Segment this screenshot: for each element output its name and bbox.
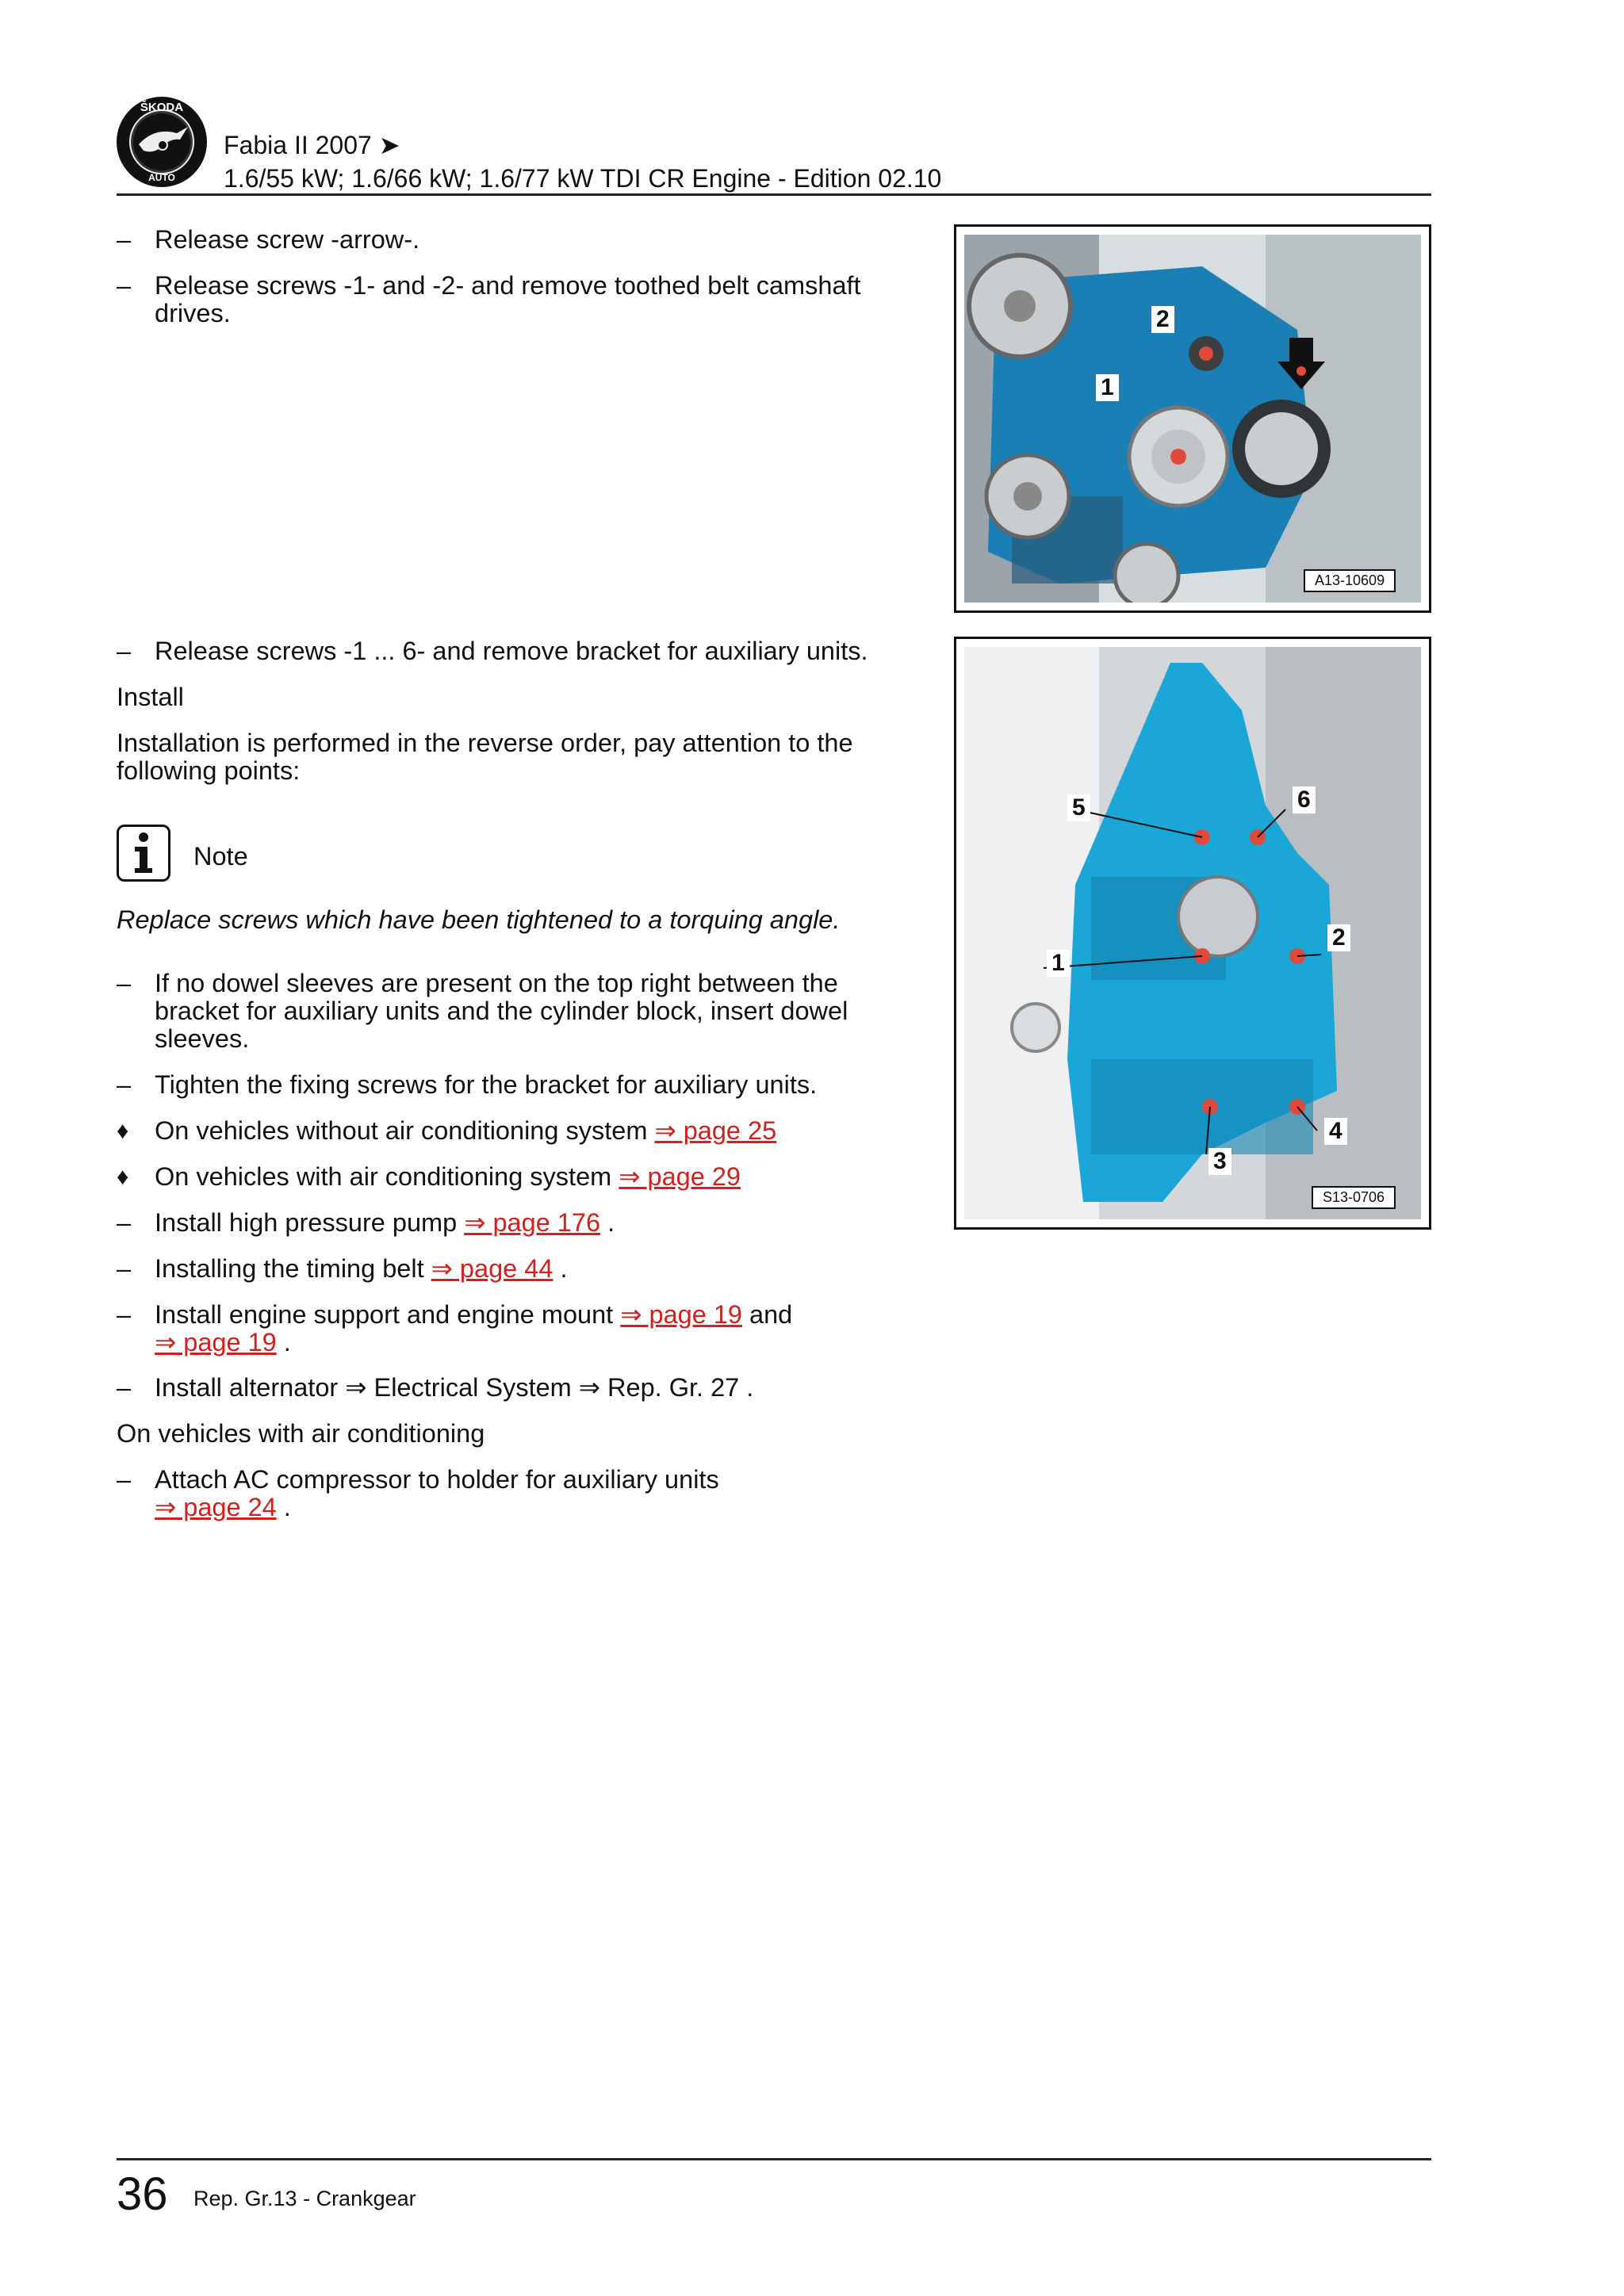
link-page-176[interactable]: ⇒ page 176 (464, 1208, 601, 1237)
link-page-24[interactable]: ⇒ page 24 (155, 1493, 277, 1521)
link-page-19[interactable]: ⇒ page 19 (620, 1300, 742, 1329)
callout-4: 4 (1324, 1118, 1347, 1145)
page-number: 36 (117, 2168, 168, 2220)
document-subtitle: 1.6/55 kW; 1.6/66 kW; 1.6/77 kW TDI CR Engine - Edition 02.10 (224, 164, 942, 193)
link-page-29[interactable]: ⇒ page 29 (619, 1162, 741, 1191)
install-heading: Install (117, 683, 184, 711)
figure-code: S13-0706 (1312, 1186, 1396, 1209)
note-label: Note (193, 842, 248, 871)
figure-code: A13-10609 (1304, 569, 1396, 592)
step-release-screws-1-2: – Release screws -1- and -2- and remove toothed belt camshaft drives. (117, 271, 861, 327)
step-timing-belt: – Installing the timing belt ⇒ page 44 . (117, 1254, 568, 1283)
engine-illustration-2 (964, 647, 1421, 1219)
svg-text:ŠKODA: ŠKODA (140, 101, 184, 114)
step-high-pressure-pump: – Install high pressure pump ⇒ page 176 . (117, 1208, 615, 1237)
step-release-screws-1-6: – Release screws -1 ... 6- and remove bracket for auxiliary units. (117, 637, 868, 665)
step-tighten-fixing-screws: – Tighten the fixing screws for the bracket for auxiliary units. (117, 1070, 818, 1099)
engine-illustration-1 (964, 235, 1421, 603)
step-dowel-sleeves: – If no dowel sleeves are present on the top right between the bracket for auxiliary units and the cylinder block, insert dowel sleeves. (117, 969, 848, 1053)
step-release-screw-arrow: – Release screw -arrow-. (117, 225, 420, 254)
step-without-ac: ♦ On vehicles without air conditioning system ⇒ page 25 (117, 1116, 777, 1145)
callout-1: 1 (1096, 374, 1119, 401)
header-divider (117, 193, 1431, 196)
figure-camshaft-drive (954, 224, 1431, 613)
step-engine-support: – Install engine support and engine mount ⇒ page 19 and ⇒ page 19 . (117, 1300, 793, 1357)
svg-text:AUTO: AUTO (148, 172, 175, 183)
ac-heading: On vehicles with air conditioning (117, 1419, 485, 1448)
callout-6: 6 (1293, 786, 1316, 813)
link-page-44[interactable]: ⇒ page 44 (431, 1254, 553, 1283)
callout-1: 1 (1047, 950, 1070, 977)
step-ac-compressor: – Attach AC compressor to holder for auxiliary units ⇒ page 24 . (117, 1465, 719, 1521)
note-text: Replace screws which have been tightened to a torquing angle. (117, 905, 841, 934)
callout-3: 3 (1208, 1148, 1231, 1175)
callout-5: 5 (1067, 794, 1090, 821)
footer-section: Rep. Gr.13 - Crankgear (193, 2187, 416, 2210)
link-page-19-second[interactable]: ⇒ page 19 (155, 1328, 277, 1357)
callout-2: 2 (1151, 306, 1174, 333)
install-intro: Installation is performed in the reverse order, pay attention to the following points: (117, 729, 853, 785)
step-with-ac: ♦ On vehicles with air conditioning system ⇒ page 29 (117, 1162, 741, 1191)
footer-divider (117, 2158, 1431, 2160)
document-title: Fabia II 2007 ➤ (224, 131, 400, 159)
figure-auxiliary-bracket (954, 637, 1431, 1230)
link-page-25[interactable]: ⇒ page 25 (654, 1116, 777, 1145)
skoda-logo (115, 95, 209, 189)
step-install-alternator: – Install alternator ⇒ Electrical System ⇒ Rep. Gr. 27 . (117, 1373, 754, 1402)
callout-2: 2 (1327, 924, 1350, 951)
info-icon (117, 825, 170, 882)
